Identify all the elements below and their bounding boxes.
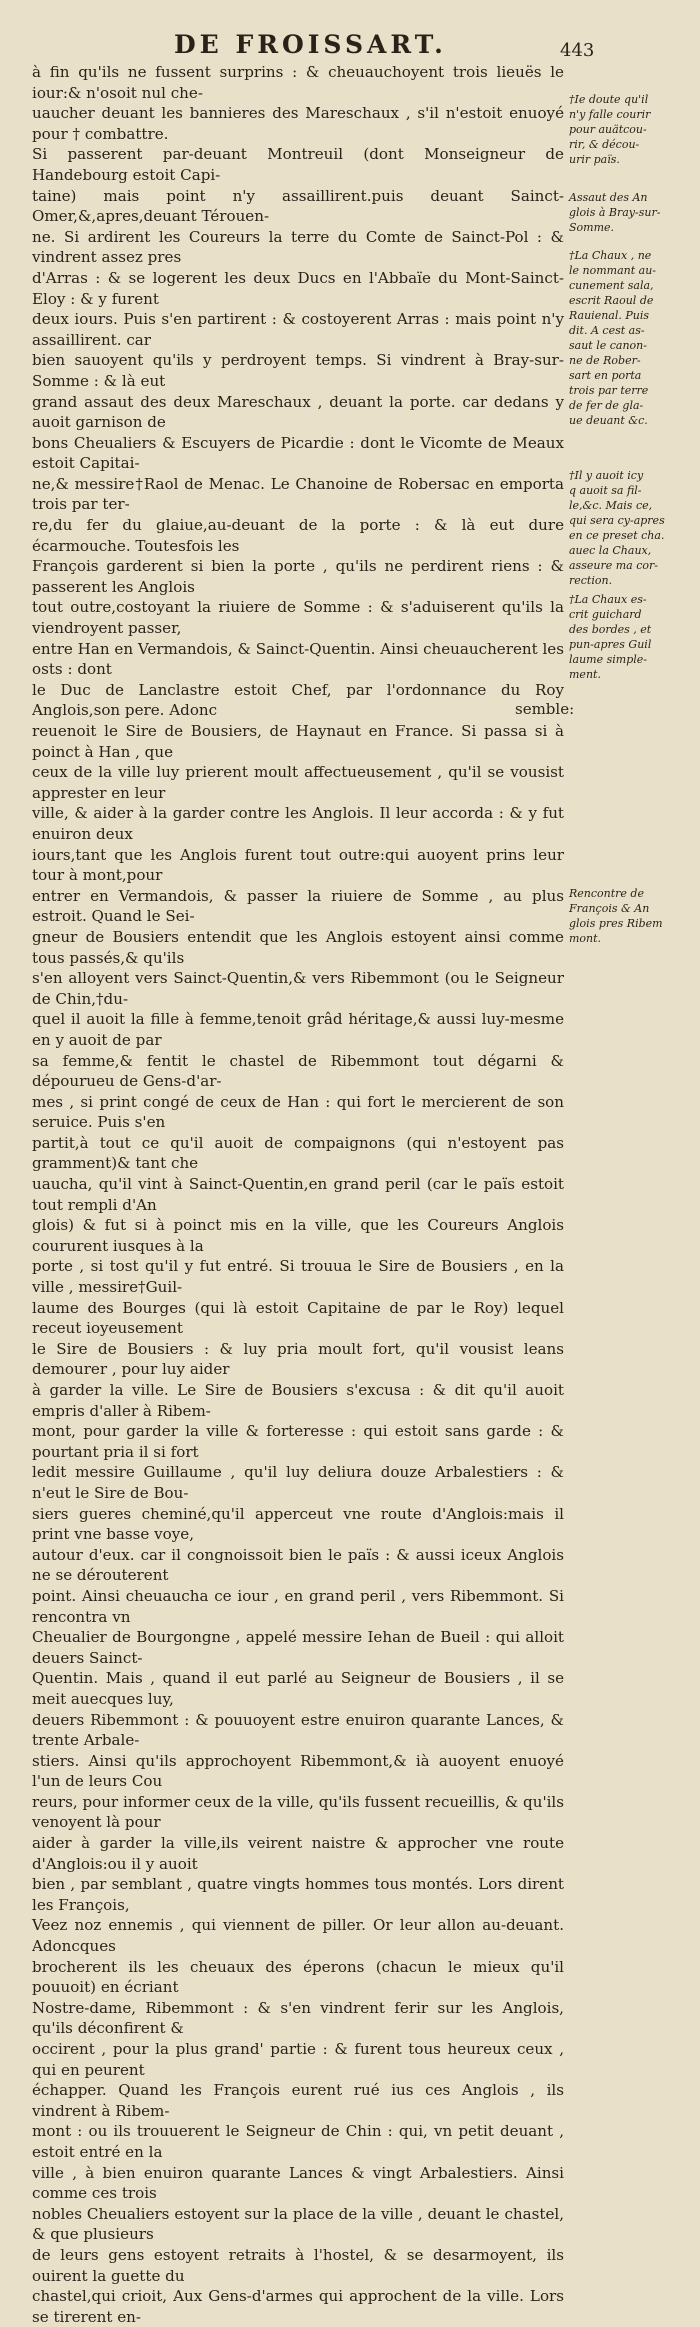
text-line: de leurs gens estoyent retraits à l'hostel, & se desarmoyent, ils ouirent la guette du	[32, 2245, 564, 2285]
margin-note-line: laume simple-	[569, 653, 647, 666]
text-line: ne. Si ardirent les Coureurs la terre du Comte de Sainct-Pol : & vindrent assez pres	[32, 227, 564, 267]
margin-note-line: †La Chaux , ne	[569, 249, 652, 262]
text-line: ne,& messire†Raol de Menac. Le Chanoine de Robersac en emporta trois par ter-	[32, 474, 564, 514]
text-line: point. Ainsi cheuaucha ce iour , en grand peril , vers Ribemmont. Si rencontra vn	[32, 1586, 564, 1626]
margin-note-line: glois pres Ribem	[569, 917, 663, 930]
margin-note-line: urir païs.	[569, 153, 620, 166]
text-line: iours,tant que les Anglois furent tout outre:qui auoyent prins leur tour à mont,pour	[32, 845, 564, 885]
text-line: bien sauoyent qu'ils y perdroyent temps. Si vindrent à Bray-sur-Somme : & là eut	[32, 351, 564, 390]
text-line: siers gueres cheminé,qu'il apperceut vne route d'Anglois:mais il print vne basse voye,	[32, 1504, 564, 1544]
margin-note-line: crit guichard	[569, 608, 642, 621]
text-line: bien , par semblant , quatre vingts hommes tous montés. Lors dirent les François,	[32, 1875, 564, 1914]
text-line: bons Cheualiers & Escuyers de Picardie : dont le Vicomte de Meaux estoit Capitai-	[32, 433, 564, 473]
text-line: mont, pour garder la ville & forteresse : qui estoit sans garde : & pourtant pria il si fort	[32, 1422, 564, 1461]
margin-note-line: escrit Raoul de	[569, 294, 654, 307]
text-line: tout outre,costoyant la riuiere de Somme : & s'aduiserent qu'ils la viendroyent passer,	[32, 598, 564, 638]
margin-note-line: Rauienal. Puis	[569, 309, 650, 322]
margin-note-line: trois par terre	[569, 384, 649, 397]
page-number: 443	[560, 40, 595, 61]
margin-note-line: asseure ma cor-	[569, 559, 658, 572]
margin-note-line: rir, & décou-	[569, 138, 640, 151]
text-line: s'en alloyent vers Sainct-Quentin,& vers Ribemmont (ou le Seigneur de Chin,†du-	[32, 969, 564, 1008]
margin-note-line: de fer de gla-	[569, 399, 644, 412]
text-line: taine) mais point n'y assaillirent.puis deuant Sainct-Omer,&,apres,deuant Térouen-	[32, 186, 564, 226]
margin-note-line: François & An	[569, 902, 650, 915]
text-line: ville, & aider à la garder contre les Anglois. Il leur accorda : & y fut enuiron deux	[32, 804, 564, 843]
margin-note-line: en ce preset cha.	[569, 529, 665, 542]
margin-note-line: ue deuant &c.	[569, 414, 648, 427]
text-line: porte , si tost qu'il y fut entré. Si trouua le Sire de Bousiers , en la ville , messire†Guil-	[32, 1257, 564, 1297]
margin-note-line: ment.	[569, 668, 601, 681]
text-line: reuenoit le Sire de Bousiers, de Haynaut en France. Si passa si à poinct à Han , que	[32, 722, 564, 761]
margin-note-line: rection.	[569, 574, 613, 587]
text-line: Si passerent par-deuant Montreuil (dont Monseigneur de Handebourg estoit Capi-	[32, 145, 564, 184]
text-line: François garderent si bien la porte , qu'ils ne perdirent riens : & passerent les Anglois	[32, 557, 564, 596]
margin-note-3	[569, 248, 687, 428]
margin-note-line: qui sera cy-apres	[569, 514, 665, 527]
margin-note-6	[569, 886, 687, 946]
margin-note-line: †La Chaux es-	[569, 593, 647, 606]
margin-note-2	[569, 190, 687, 235]
text-line: autour d'eux. car il congnoissoit bien le païs : & aussi iceux Anglois ne se dérouterent	[32, 1545, 564, 1585]
margin-note-line: Assaut des An	[569, 191, 648, 204]
text-line: Veez noz ennemis , qui viennent de piller. Or leur allon au-deuant. Adoncques	[32, 1916, 564, 1956]
text-line: glois) & fut si à poinct mis en la ville, que les Coureurs Anglois coururent iusques à la	[32, 1216, 564, 1255]
text-line: gneur de Bousiers entendit que les Anglois estoyent ainsi comme tous passés,& qu'ils	[32, 927, 564, 967]
margin-note-line: †Ie doute qu'il	[569, 93, 649, 106]
margin-note-line: pun-apres Guil	[569, 638, 652, 651]
text-line: uaucher deuant les bannieres des Mareschaux , s'il n'estoit enuoyé pour † combattre.	[32, 104, 564, 143]
margin-note-line: cunement sala,	[569, 279, 654, 292]
margin-note-line: des bordes , et	[569, 623, 652, 636]
text-line: aider à garder la ville,ils veirent naistre & approcher vne route d'Anglois:ou il y auoit	[32, 1834, 564, 1873]
margin-note-line: sart en porta	[569, 369, 642, 382]
text-line: reurs, pour informer ceux de la ville, qu'ils fussent recueillis, & qu'ils venoyent là pour	[32, 1792, 564, 1832]
text-line: ledit messire Guillaume , qu'il luy deliura douze Arbalestiers : & n'eut le Sire de Bou-	[32, 1463, 564, 1502]
text-line: entre Han en Vermandois, & Sainct-Quentin. Ainsi cheuaucherent les osts : dont	[32, 639, 564, 679]
text-line: grand assaut des deux Mareschaux , deuant la porte. car dedans y auoit garnison de	[32, 392, 564, 432]
text-line: Nostre-dame, Ribemmont : & s'en vindrent ferir sur les Anglois, qu'ils déconfirent &	[32, 1998, 564, 2038]
text-line: à fin qu'ils ne fussent surprins : & cheuauchoyent trois lieuës le iour:& n'osoit nul che-	[32, 63, 564, 102]
text-line: d'Arras : & se logerent les deux Ducs en l'Abbaïe du Mont-Sainct-Eloy : & y furent	[32, 268, 564, 308]
margin-note-1	[569, 92, 687, 167]
margin-note-line: mont.	[569, 932, 602, 945]
margin-note-line: dit. A cest as-	[569, 324, 645, 337]
page-header	[0, 22, 700, 62]
text-line: à garder la ville. Le Sire de Bousiers s'excusa : & dit qu'il auoit empris d'aller à Ribem-	[32, 1381, 564, 1420]
margin-note-line: †Il y auoit icy	[569, 469, 644, 482]
text-line: Cheualier de Bourgongne , appelé messire Iehan de Bueil : qui alloit deuers Sainct-	[32, 1628, 564, 1667]
margin-note-line: n'y falle courir	[569, 108, 651, 121]
margin-note-line: Rencontre de	[569, 887, 644, 900]
margin-note-line: pour auätcou-	[569, 123, 647, 136]
margin-note-line: auec la Chaux,	[569, 544, 652, 557]
margin-note-line: Somme.	[569, 221, 615, 234]
text-line: mont : ou ils trouuerent le Seigneur de Chin : qui, vn petit deuant , estoit entré en la	[32, 2122, 564, 2161]
text-line: re,du fer du glaiue,au-deuant de la porte : & là eut dure écarmouche. Toutesfois les	[32, 516, 564, 555]
margin-note-line: glois à Bray-sur-	[569, 206, 661, 219]
margin-note-4	[569, 468, 687, 588]
catchword: semble:	[515, 700, 575, 718]
text-line: mes , si print congé de ceux de Han : qui fort le mercierent de son seruice. Puis s'en	[32, 1092, 564, 1132]
text-line: deuers Ribemmont : & pouuoyent estre enuiron quarante Lances, & trente Arbale-	[32, 1710, 564, 1750]
margin-note-line: ne de Rober-	[569, 354, 641, 367]
main-text-block	[32, 62, 564, 2327]
margin-note-5	[569, 592, 687, 682]
text-line: laume des Bourges (qui là estoit Capitaine de par le Roy) lequel receut ioyeusement	[32, 1298, 564, 1338]
margin-note-line: saut le canon-	[569, 339, 647, 352]
text-line: chastel,qui crioit, Aux Gens-d'armes qui approchent de la ville. Lors se tirerent en-	[32, 2287, 564, 2326]
text-line: occirent , pour la plus grand' partie : & furent tous heureux ceux , qui en peurent	[32, 2040, 564, 2079]
text-line: ceux de la ville luy prierent moult affectueusement , qu'il se vousist apprester en leur	[32, 763, 564, 802]
margin-note-line: le,&c. Mais ce,	[569, 499, 653, 512]
text-line: partit,à tout ce qu'il auoit de compaignons (qui n'estoyent pas gramment)& tant che	[32, 1133, 564, 1173]
margin-note-line: q auoit sa fil-	[569, 484, 642, 497]
running-title: DE FROISSART.	[174, 30, 447, 59]
text-line: Quentin. Mais , quand il eut parlé au Seigneur de Bousiers , il se meit auecques luy,	[32, 1669, 564, 1708]
text-line: brocherent ils les cheuaux des éperons (chacun le mieux qu'il pouuoit) en écriant	[32, 1957, 564, 1997]
text-line: nobles Cheualiers estoyent sur la place de la ville , deuant le chastel, & que plusieurs	[32, 2204, 564, 2244]
text-line: échapper. Quand les François eurent rué ius ces Anglois , ils vindrent à Ribem-	[32, 2081, 564, 2120]
text-line: le Duc de Lanclastre estoit Chef, par l'ordonnance du Roy Anglois,son pere. Adonc	[32, 680, 564, 720]
text-line: entrer en Vermandois, & passer la riuiere de Somme , au plus estroit. Quand le Sei-	[32, 886, 564, 926]
text-line: stiers. Ainsi qu'ils approchoyent Ribemmont,& ià auoyent enuoyé l'un de leurs Cou	[32, 1751, 564, 1791]
text-line: le Sire de Bousiers : & luy pria moult fort, qu'il vousist leans demourer , pour luy aider	[32, 1339, 564, 1379]
text-line: uaucha, qu'il vint à Sainct-Quentin,en grand peril (car le païs estoit tout rempli d'An	[32, 1175, 564, 1214]
text-line: sa femme,& fentit le chastel de Ribemmont tout dégarni & dépourueu de Gens-d'ar-	[32, 1051, 564, 1091]
text-line: quel il auoit la fille à femme,tenoit grâd héritage,& aussi luy-mesme en y auoit de par	[32, 1010, 564, 1049]
margin-note-line: le nommant au-	[569, 264, 657, 277]
text-line: deux iours. Puis s'en partirent : & costoyerent Arras : mais point n'y assaillirent. car	[32, 310, 564, 349]
text-line: ville , à bien enuiron quarante Lances & vingt Arbalestiers. Ainsi comme ces trois	[32, 2163, 564, 2203]
